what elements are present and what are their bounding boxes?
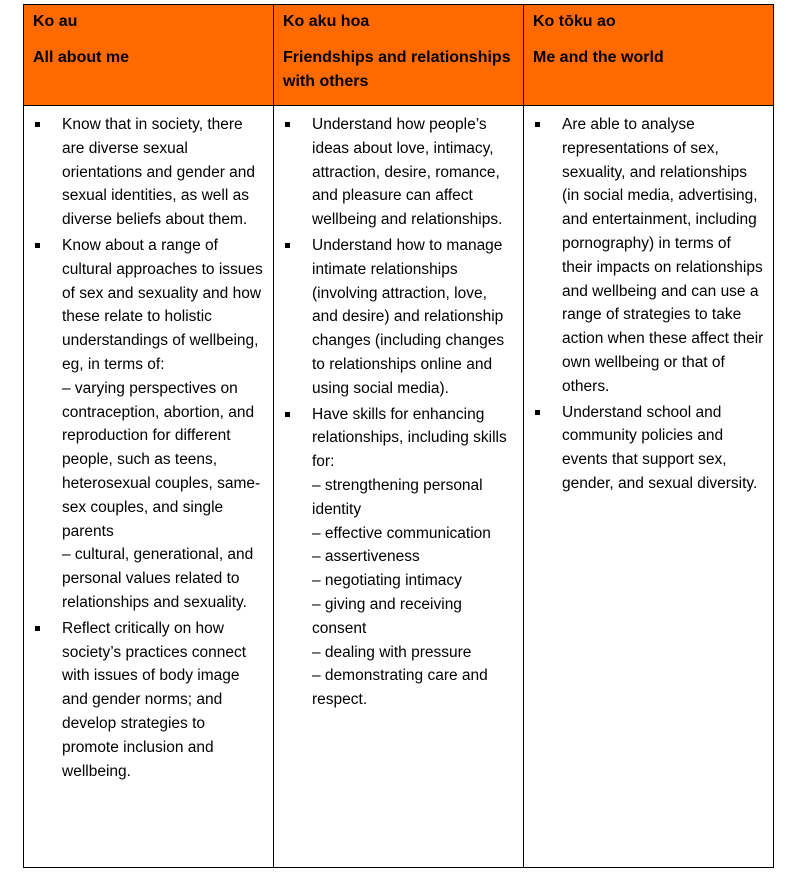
bullet-icon	[535, 410, 540, 415]
column-body-ko-au	[24, 106, 274, 868]
bullet-icon	[285, 243, 290, 248]
item-text: Have skills for enhancing relationships, including skills for:	[312, 405, 507, 471]
heading-maori: Ko tōku ao	[533, 13, 616, 30]
item-text: Know that in society, there are diverse sexual orientations and gender and sexual identities, as well as diverse beliefs about them.	[62, 116, 256, 229]
list-item	[32, 617, 265, 784]
list-item	[32, 113, 265, 232]
heading-maori: Ko aku hoa	[283, 13, 370, 30]
list-item	[282, 113, 515, 232]
bullet-icon	[35, 626, 40, 631]
item-subpoint: – demonstrating care and respect.	[312, 667, 488, 709]
bullet-icon	[285, 122, 290, 127]
item-text: Understand how people’s ideas about love, intimacy, attraction, desire, romance, and pleasure can affect wellbeing and relationships.	[312, 116, 503, 229]
bullet-list	[532, 113, 765, 496]
heading-maori: Ko au	[33, 13, 78, 30]
list-item	[32, 234, 265, 615]
item-text: Understand school and community policies and events that support sex, gender, and sexual diversity.	[562, 403, 758, 492]
heading-english: Friendships and relationships with others	[283, 49, 511, 90]
bullet-icon	[535, 122, 540, 127]
bullet-icon	[35, 243, 40, 248]
item-text: Know about a range of cultural approaches to issues of sex and sexuality and how these relate to holistic understandings of wellbeing, eg, in terms of:	[62, 236, 263, 373]
item-subpoint: – giving and receiving consent	[312, 595, 462, 637]
item-text: Are able to analyse representations of sex, sexuality, and relationships (in social media, advertising, and entertainment, including pornography) in terms of their impacts on relationships and wellbeing and can use a range of strategies to take action when these affect their own wellbeing or that of others.	[562, 116, 764, 395]
bullet-list	[282, 113, 515, 712]
list-item	[282, 403, 515, 712]
column-body-ko-toku-ao	[524, 106, 774, 868]
heading-english: All about me	[33, 49, 130, 66]
item-subpoint: – dealing with pressure	[312, 643, 472, 661]
list-item	[532, 401, 765, 496]
item-text: Reflect critically on how society’s practices connect with issues of body image and gender norms; and develop strategies to promote inclusion and wellbeing.	[62, 619, 247, 780]
heading-english: Me and the world	[533, 49, 664, 66]
header-row	[24, 5, 774, 106]
item-subpoint: – varying perspectives on contraception, abortion, and reproduction for different people, such as teens, heterosexual couples, same-sex couples, and single parents	[62, 379, 261, 540]
list-item	[532, 113, 765, 399]
bullet-icon	[35, 122, 40, 127]
bullet-icon	[285, 412, 290, 417]
item-subpoint: – assertiveness	[312, 548, 420, 566]
body-row	[24, 106, 774, 868]
bullet-list	[32, 113, 265, 783]
curriculum-table	[23, 4, 774, 868]
list-item	[282, 234, 515, 401]
item-text: Understand how to manage intimate relationships (involving attraction, love, and desire) and relationship changes (including changes to relationships online and using social media).	[312, 236, 505, 397]
item-subpoint: – cultural, generational, and personal values related to relationships and sexuality.	[62, 546, 254, 611]
item-subpoint: – strengthening personal identity	[312, 476, 483, 518]
column-header-ko-toku-ao	[524, 5, 774, 106]
column-body-ko-aku-hoa	[274, 106, 524, 868]
item-subpoint: – negotiating intimacy	[312, 572, 462, 590]
column-header-ko-au	[24, 5, 274, 106]
item-subpoint: – effective communication	[312, 524, 491, 542]
column-header-ko-aku-hoa	[274, 5, 524, 106]
